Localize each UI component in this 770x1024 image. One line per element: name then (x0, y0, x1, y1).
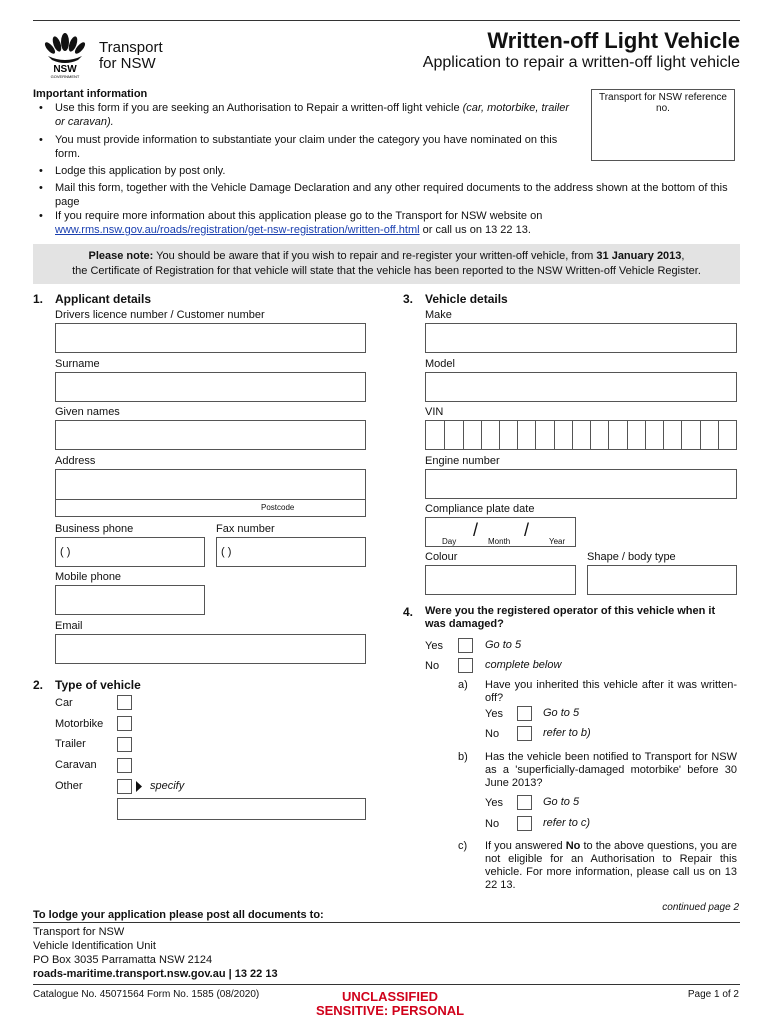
section-1-title: Applicant details (55, 292, 152, 306)
address-label: Address (55, 455, 96, 467)
vin-cell-divider (663, 421, 664, 449)
waratah-logo-icon (40, 30, 90, 78)
vehicle-type-motorbike-checkbox[interactable] (117, 716, 132, 731)
make-input[interactable] (425, 323, 737, 353)
colour-label: Colour (425, 551, 458, 563)
q4b-yes-label: Yes (485, 797, 503, 809)
q4-no-label: No (425, 660, 440, 672)
business-phone-input[interactable]: ( ) (55, 537, 205, 567)
brand-line-2: for NSW (99, 55, 156, 72)
q4-no-instruction: complete below (485, 659, 562, 671)
vin-cell-divider (627, 421, 628, 449)
continued-note: continued page 2 (662, 902, 739, 913)
logo-gov-text: GOVERNMENT (50, 74, 80, 78)
footer-rule-2 (33, 984, 740, 985)
section-3-number: 3. (403, 292, 414, 306)
page-number: Page 1 of 2 (687, 989, 739, 1000)
day-label: Day (442, 537, 457, 546)
vin-cell-divider (572, 421, 573, 449)
vin-cell-divider (535, 421, 536, 449)
bullet-dot-icon: • (39, 210, 43, 222)
email-input[interactable] (55, 634, 366, 664)
q4b-yes-checkbox[interactable] (517, 795, 532, 810)
brand-line-1: Transport (99, 39, 163, 56)
vin-input[interactable] (425, 420, 737, 450)
fax-input[interactable]: ( ) (216, 537, 366, 567)
engine-number-label: Engine number (425, 455, 500, 467)
year-label: Year (549, 537, 566, 546)
logo-nsw-text: NSW (53, 64, 77, 75)
section-4-question: Were you the registered operator of this vehicle when it was damaged? (425, 605, 716, 630)
reference-label: Transport for NSW reference no. (598, 92, 727, 114)
footer-rule (33, 922, 740, 923)
q4a-no-refer: refer to b) (543, 727, 591, 739)
q4a-letter: a) (458, 679, 468, 691)
q4-yes-checkbox[interactable] (458, 638, 473, 653)
vin-cell-divider (463, 421, 464, 449)
vehicle-type-trailer-label: Trailer (55, 738, 86, 750)
fax-label: Fax number (216, 523, 275, 535)
bullet-dot-icon: • (39, 134, 43, 146)
vehicle-type-car-label: Car (55, 697, 73, 709)
bullet-dot-icon: • (39, 182, 43, 194)
please-note-banner: Please note: You should be aware that if you wish to repair and re-register your written-off vehicle, from 31 January 2013, the Certificate of Registration for that vehicle will state that the vehicle has been reported to the NSW Written-off Vehicle Register. (33, 244, 740, 284)
vin-label: VIN (425, 406, 444, 418)
q4b-no-label: No (485, 818, 500, 830)
contact-web[interactable]: roads-maritime.transport.nsw.gov.au (33, 968, 226, 980)
q4-yes-label: Yes (425, 640, 443, 652)
other-specify-input[interactable] (117, 798, 366, 820)
bullet-5: • If you require more information about this application please go to the Transport for NSW website on www.rms.nsw.gov.au/roads/registration/get-nsw-registration/written-off.html or call us on 13 22 13. (39, 210, 543, 236)
q4c-letter: c) (458, 840, 468, 852)
bullet-dot-icon: • (39, 102, 43, 114)
vin-cell-divider (444, 421, 445, 449)
model-input[interactable] (425, 372, 737, 402)
important-heading: Important information (33, 88, 148, 100)
contact-line: roads-maritime.transport.nsw.gov.au | 13 22 13 (33, 968, 278, 980)
q4c-text: If you answered No to the above questions, you are not eligible for an Authorisation to Repair this vehicle. For more information, please call us on 13 22 13. (485, 840, 737, 891)
vin-cell-divider (700, 421, 701, 449)
q4b-text: Has the vehicle been notified to Transport for NSW as a 'superficially-damaged motorbike' before 30 June 2013? (485, 751, 737, 789)
q4a-yes-label: Yes (485, 708, 503, 720)
section-2-title: Type of vehicle (55, 678, 141, 692)
vehicle-type-car-checkbox[interactable] (117, 695, 132, 710)
shape-input[interactable] (587, 565, 737, 595)
address-line-1: Transport for NSW (33, 926, 125, 938)
q4b-yes-goto: Go to 5 (543, 796, 580, 808)
given-names-label: Given names (55, 406, 120, 418)
q4b-no-checkbox[interactable] (517, 816, 532, 831)
q4-no-checkbox[interactable] (458, 658, 473, 673)
catalogue-number: Catalogue No. 45071564 Form No. 1585 (08/2020) (33, 989, 260, 1000)
q4a-no-checkbox[interactable] (517, 726, 532, 741)
compliance-date-input[interactable] (425, 517, 576, 547)
vin-cell-divider (608, 421, 609, 449)
surname-input[interactable] (55, 372, 366, 402)
lodge-heading: To lodge your application please post all documents to: (33, 909, 324, 921)
top-rule (33, 20, 740, 21)
compliance-date-label: Compliance plate date (425, 503, 535, 515)
vin-cell-divider (554, 421, 555, 449)
section-1-number: 1. (33, 292, 44, 306)
address-input[interactable] (55, 469, 366, 517)
mobile-label: Mobile phone (55, 571, 122, 583)
q4b-no-refer: refer to c) (543, 817, 591, 829)
vin-cell-divider (499, 421, 500, 449)
licence-label: Drivers licence number / Customer number (55, 309, 265, 321)
business-phone-label: Business phone (55, 523, 134, 535)
website-link[interactable]: www.rms.nsw.gov.au/roads/registration/get-nsw-registration/written-off.html (55, 224, 420, 236)
classification-marking: UNCLASSIFIED SENSITIVE: PERSONAL (315, 989, 465, 1018)
vehicle-type-motorbike-label: Motorbike (55, 718, 104, 730)
vin-cell-divider (517, 421, 518, 449)
make-label: Make (425, 309, 452, 321)
date-slash-2: / (524, 520, 530, 540)
section-4-number: 4. (403, 605, 414, 619)
surname-label: Surname (55, 358, 100, 370)
q4a-yes-checkbox[interactable] (517, 706, 532, 721)
postcode-label: Postcode (261, 503, 295, 512)
address-line-3: PO Box 3035 Parramatta NSW 2124 (33, 954, 213, 966)
engine-number-input[interactable] (425, 469, 737, 499)
vin-cell-divider (718, 421, 719, 449)
colour-input[interactable] (425, 565, 576, 595)
vehicle-type-trailer-checkbox[interactable] (117, 737, 132, 752)
q4a-text: Have you inherited this vehicle after it was written-off? (485, 679, 737, 704)
vehicle-type-other-checkbox[interactable] (117, 779, 132, 794)
vin-cell-divider (645, 421, 646, 449)
bullet-1: • Use this form if you are seeking an Authorisation to Repair a written-off light vehicle (car, motorbike, trailer or caravan). (39, 102, 569, 128)
section-2-number: 2. (33, 678, 44, 692)
form-subtitle: Application to repair a written-off light vehicle (422, 54, 740, 71)
vin-cell-divider (681, 421, 682, 449)
q4b-letter: b) (458, 751, 468, 763)
q4-yes-goto: Go to 5 (485, 639, 522, 651)
address-line-2: Vehicle Identification Unit (33, 940, 156, 952)
bullet-dot-icon: • (39, 165, 43, 177)
q4a-no-label: No (485, 728, 500, 740)
mobile-input[interactable] (55, 585, 205, 615)
shape-label: Shape / body type (587, 551, 676, 563)
vehicle-type-caravan-label: Caravan (55, 759, 97, 771)
arrow-right-icon (135, 781, 143, 792)
vehicle-type-caravan-checkbox[interactable] (117, 758, 132, 773)
licence-input[interactable] (55, 323, 366, 353)
month-label: Month (488, 537, 511, 546)
email-label: Email (55, 620, 83, 632)
bullet-2: • You must provide information to substantiate your claim under the category you have nominated on this form. (39, 134, 558, 160)
vin-cell-divider (590, 421, 591, 449)
bullet-4: • Mail this form, together with the Vehicle Damage Declaration and any other required documents to the address shown at the bottom of this page (39, 182, 728, 208)
q4a-yes-goto: Go to 5 (543, 707, 580, 719)
vin-cell-divider (481, 421, 482, 449)
bullet-3: • Lodge this application by post only. (39, 165, 226, 177)
date-slash-1: / (473, 520, 479, 540)
specify-label: specify (150, 780, 185, 792)
form-title: Written-off Light Vehicle (487, 28, 740, 53)
given-names-input[interactable] (55, 420, 366, 450)
reference-number-box[interactable] (591, 89, 735, 161)
section-3-title: Vehicle details (425, 292, 508, 306)
vehicle-type-other-label: Other (55, 780, 83, 792)
contact-phone: 13 22 13 (234, 968, 278, 980)
model-label: Model (425, 358, 455, 370)
